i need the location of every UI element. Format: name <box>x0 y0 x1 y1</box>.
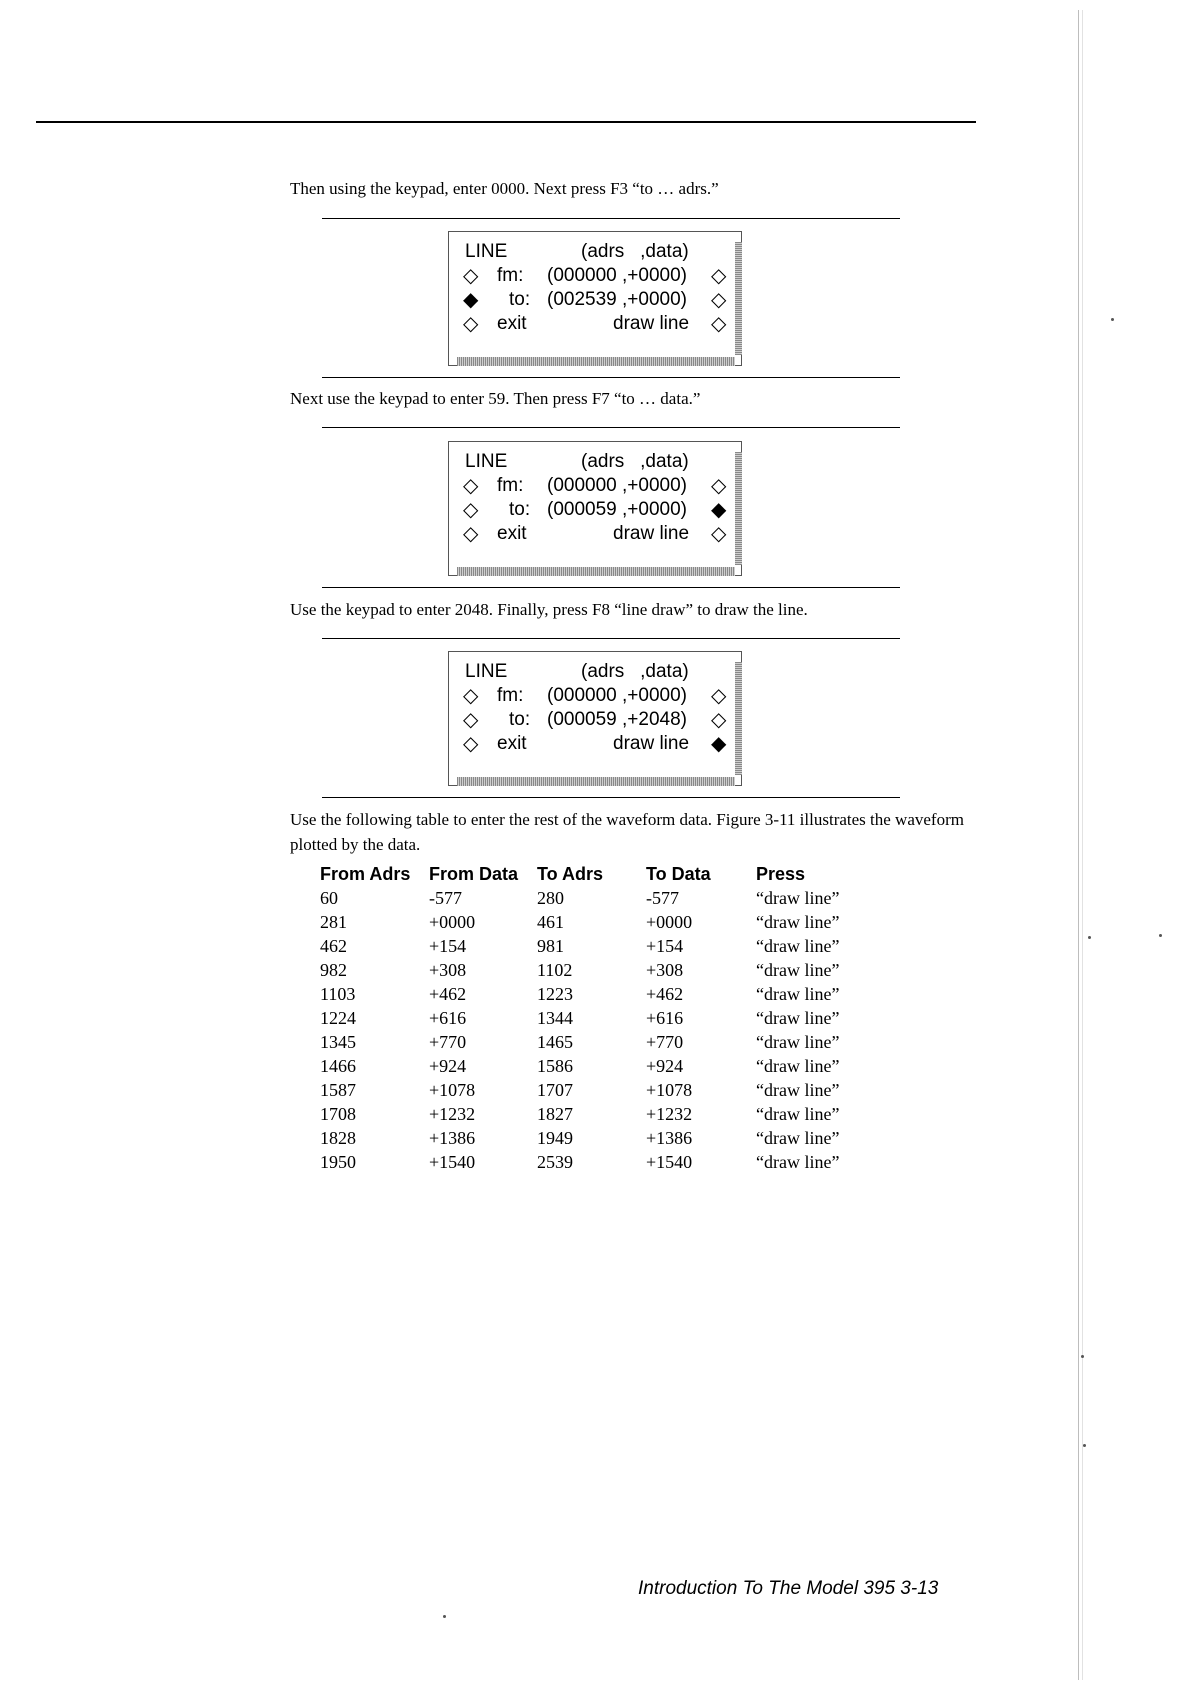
press-cell: “draw line” <box>756 960 840 980</box>
from-adrs-cell: 1345 <box>320 1032 356 1052</box>
screen-title: LINE <box>465 451 508 472</box>
fm-softkey-icon: ◇ <box>463 685 479 707</box>
from-adrs-cell: 462 <box>320 936 347 956</box>
from-adrs-cell: 1950 <box>320 1152 356 1172</box>
table-row <box>320 1054 866 1078</box>
press-cell: “draw line” <box>756 936 840 956</box>
screen-title: LINE <box>465 241 508 262</box>
draw-line-label: draw line <box>613 733 690 754</box>
screen-shadow-bottom <box>457 357 735 366</box>
from-data-cell: -577 <box>429 888 462 908</box>
fm-label: fm: <box>497 475 524 496</box>
to-adrs-cell: 1223 <box>537 984 573 1004</box>
to-data-cell: +1232 <box>646 1104 693 1124</box>
to-data-cell: +616 <box>646 1008 684 1028</box>
from-data-cell: +308 <box>429 960 467 980</box>
to-adrs-cell: 461 <box>537 912 564 932</box>
table-row <box>320 1078 866 1102</box>
to-label: to: <box>509 709 531 730</box>
table-row <box>320 1126 866 1150</box>
from-data-cell: +0000 <box>429 912 476 932</box>
table-row <box>320 1006 866 1030</box>
to-adrs-cell: 2539 <box>537 1152 573 1172</box>
waveform-data-table <box>320 862 866 1174</box>
fm-value: (000000 ,+0000) <box>547 475 687 496</box>
col-header-to-adrs: To Adrs <box>537 863 603 884</box>
press-cell: “draw line” <box>756 1008 840 1028</box>
screen-title: LINE <box>465 661 508 682</box>
instruction-paragraph-1: Then using the keypad, enter 0000. Next press F3 “to … adrs.” <box>290 179 719 198</box>
exit-softkey-icon: ◇ <box>463 733 479 755</box>
to-adrs-cell: 1707 <box>537 1080 573 1100</box>
from-adrs-cell: 281 <box>320 912 347 932</box>
from-adrs-cell: 60 <box>320 888 338 908</box>
from-adrs-cell: 1587 <box>320 1080 356 1100</box>
screen-header: (adrs ,data) <box>581 241 689 262</box>
exit-softkey-icon: ◇ <box>463 523 479 545</box>
table-row <box>320 886 866 910</box>
to-value: (000059 ,+0000) <box>547 499 687 520</box>
fm-softkey-icon: ◇ <box>463 265 479 287</box>
from-data-cell: +1386 <box>429 1128 476 1148</box>
figure-rule-bottom-2 <box>322 587 900 588</box>
lcd-screen-3 <box>448 651 742 786</box>
press-cell: “draw line” <box>756 912 840 932</box>
exit-label: exit <box>497 313 527 334</box>
from-data-cell: +1540 <box>429 1152 476 1172</box>
to-data-cell: +924 <box>646 1056 684 1076</box>
fm-data-softkey-icon: ◇ <box>711 475 727 497</box>
press-cell: “draw line” <box>756 888 840 908</box>
to-data-cell: +1078 <box>646 1080 693 1100</box>
draw-line-selected-icon: ◆ <box>711 733 727 755</box>
press-cell: “draw line” <box>756 1104 840 1124</box>
to-adrs-softkey-icon: ◇ <box>463 499 479 521</box>
figure-rule-top-3 <box>322 638 900 639</box>
fm-data-softkey-icon: ◇ <box>711 685 727 707</box>
figure-rule-bottom-3 <box>322 797 900 798</box>
margin-line <box>1078 10 1079 1680</box>
screen-shadow-right <box>735 452 742 565</box>
figure-rule-top-2 <box>322 427 900 428</box>
scan-speck <box>443 1615 446 1618</box>
to-adrs-cell: 1586 <box>537 1056 573 1076</box>
to-adrs-cell: 981 <box>537 936 564 956</box>
press-cell: “draw line” <box>756 1128 840 1148</box>
exit-label: exit <box>497 733 527 754</box>
screen-header: (adrs ,data) <box>581 661 689 682</box>
from-adrs-cell: 1828 <box>320 1128 356 1148</box>
to-data-cell: +1386 <box>646 1128 693 1148</box>
table-row <box>320 934 866 958</box>
lcd-screen-1 <box>448 231 742 366</box>
exit-label: exit <box>497 523 527 544</box>
to-adrs-cell: 1949 <box>537 1128 573 1148</box>
screen-shadow-bottom <box>457 777 735 786</box>
table-header-row <box>320 862 866 886</box>
to-data-cell: +308 <box>646 960 684 980</box>
scan-speck <box>1083 1444 1086 1447</box>
to-data-softkey-icon: ◇ <box>711 709 727 731</box>
scan-speck <box>1081 1355 1084 1358</box>
page-footer: Introduction To The Model 395 3-13 <box>638 1578 939 1599</box>
from-adrs-cell: 1466 <box>320 1056 356 1076</box>
header-rule <box>36 121 976 123</box>
instruction-paragraph-2: Next use the keypad to enter 59. Then press F7 “to … data.” <box>290 389 701 408</box>
scan-speck <box>1088 936 1091 939</box>
to-value: (002539 ,+0000) <box>547 289 687 310</box>
fm-data-softkey-icon: ◇ <box>711 265 727 287</box>
col-header-press: Press <box>756 863 806 884</box>
from-adrs-cell: 1103 <box>320 984 356 1004</box>
from-data-cell: +1232 <box>429 1104 476 1124</box>
table-body <box>320 886 866 1174</box>
instruction-paragraph-3: Use the keypad to enter 2048. Finally, press F8 “line draw” to draw the line. <box>290 600 808 619</box>
exit-softkey-icon: ◇ <box>463 313 479 335</box>
from-data-cell: +616 <box>429 1008 467 1028</box>
draw-line-softkey-icon: ◇ <box>711 523 727 545</box>
table-row <box>320 1102 866 1126</box>
to-adrs-cell: 1102 <box>537 960 573 980</box>
to-data-cell: +154 <box>646 936 684 956</box>
table-row <box>320 910 866 934</box>
from-adrs-cell: 1708 <box>320 1104 356 1124</box>
fm-softkey-icon: ◇ <box>463 475 479 497</box>
col-header-to-data: To Data <box>646 863 711 884</box>
figure-rule-top-1 <box>322 218 900 219</box>
to-data-softkey-icon: ◇ <box>711 289 727 311</box>
to-label: to: <box>509 289 531 310</box>
to-adrs-cell: 1465 <box>537 1032 573 1052</box>
scan-speck <box>1111 318 1114 321</box>
press-cell: “draw line” <box>756 1056 840 1076</box>
col-header-from-data: From Data <box>429 863 519 884</box>
screen-shadow-right <box>735 662 742 775</box>
fm-label: fm: <box>497 265 524 286</box>
to-adrs-cell: 1827 <box>537 1104 573 1124</box>
draw-line-label: draw line <box>613 523 690 544</box>
table-row <box>320 1150 866 1174</box>
to-label: to: <box>509 499 531 520</box>
margin-line-faint <box>1082 10 1083 1680</box>
col-header-from-adrs: From Adrs <box>320 863 411 884</box>
fm-value: (000000 ,+0000) <box>547 265 687 286</box>
lcd-screen-2 <box>448 441 742 576</box>
figure-rule-bottom-1 <box>322 377 900 378</box>
to-adrs-cell: 1344 <box>537 1008 573 1028</box>
to-value: (000059 ,+2048) <box>547 709 687 730</box>
to-adrs-cell: 280 <box>537 888 564 908</box>
table-row <box>320 958 866 982</box>
to-data-cell: +770 <box>646 1032 684 1052</box>
fm-value: (000000 ,+0000) <box>547 685 687 706</box>
from-data-cell: +1078 <box>429 1080 476 1100</box>
from-data-cell: +770 <box>429 1032 467 1052</box>
to-data-cell: +1540 <box>646 1152 693 1172</box>
scan-speck <box>1159 934 1162 937</box>
press-cell: “draw line” <box>756 1152 840 1172</box>
draw-line-label: draw line <box>613 313 690 334</box>
table-row <box>320 1030 866 1054</box>
screen-shadow-right <box>735 242 742 355</box>
table-row <box>320 982 866 1006</box>
screen-shadow-bottom <box>457 567 735 576</box>
to-data-cell: -577 <box>646 888 679 908</box>
from-data-cell: +462 <box>429 984 467 1004</box>
to-data-cell: +462 <box>646 984 684 1004</box>
from-adrs-cell: 1224 <box>320 1008 356 1028</box>
press-cell: “draw line” <box>756 984 840 1004</box>
draw-line-softkey-icon: ◇ <box>711 313 727 335</box>
to-adrs-selected-icon: ◆ <box>463 289 479 311</box>
instruction-paragraph-4: Use the following table to enter the rest of the waveform data. Figure 3-11 illustrates the waveform plotted by the data. <box>290 810 964 854</box>
from-adrs-cell: 982 <box>320 960 347 980</box>
from-data-cell: +924 <box>429 1056 467 1076</box>
to-data-selected-icon: ◆ <box>711 499 727 521</box>
to-adrs-softkey-icon: ◇ <box>463 709 479 731</box>
press-cell: “draw line” <box>756 1032 840 1052</box>
press-cell: “draw line” <box>756 1080 840 1100</box>
screen-header: (adrs ,data) <box>581 451 689 472</box>
fm-label: fm: <box>497 685 524 706</box>
to-data-cell: +0000 <box>646 912 693 932</box>
from-data-cell: +154 <box>429 936 467 956</box>
